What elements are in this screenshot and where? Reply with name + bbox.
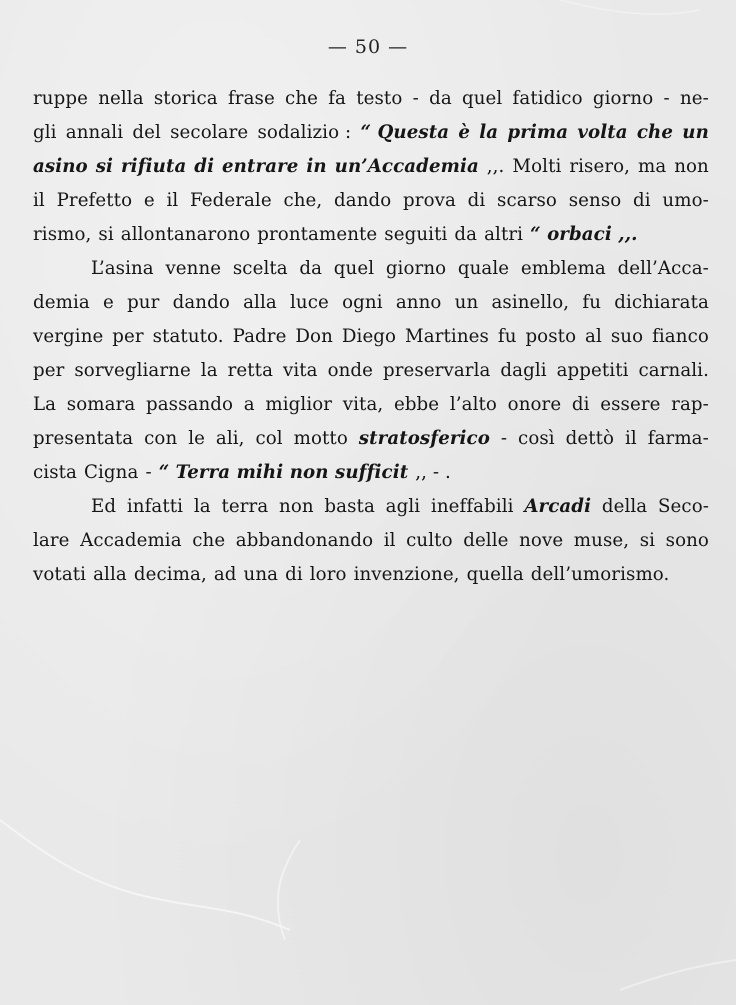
word: non bbox=[674, 156, 709, 177]
word: dettò bbox=[565, 428, 615, 449]
word: frase bbox=[227, 88, 275, 109]
word: suo bbox=[610, 326, 644, 347]
word: fa bbox=[328, 88, 346, 109]
text-line bbox=[33, 388, 709, 422]
word: Don bbox=[295, 326, 333, 347]
word: quella bbox=[466, 564, 524, 585]
italic-word: asino bbox=[33, 156, 88, 177]
word: onore bbox=[507, 394, 562, 415]
word: emblema bbox=[520, 258, 606, 279]
word: della bbox=[601, 496, 648, 517]
word: che bbox=[285, 88, 318, 109]
word: demia bbox=[33, 292, 90, 313]
text-line bbox=[33, 354, 709, 388]
word: Ed bbox=[91, 496, 117, 517]
word: fatidico bbox=[512, 88, 583, 109]
word: la bbox=[200, 360, 218, 381]
word: le bbox=[188, 428, 205, 449]
word: - bbox=[412, 88, 419, 109]
word: che, bbox=[283, 190, 323, 211]
italic-word: Arcadi bbox=[524, 496, 592, 517]
word: abbandonando bbox=[235, 530, 374, 551]
word: agli bbox=[385, 496, 421, 517]
word: fu bbox=[582, 292, 602, 313]
italic-word: “ Questa bbox=[360, 122, 450, 143]
text-line bbox=[33, 558, 709, 592]
word: per bbox=[33, 360, 65, 381]
word: venne bbox=[165, 258, 222, 279]
word: giorno bbox=[592, 88, 654, 109]
word: il bbox=[383, 530, 396, 551]
italic-word: si bbox=[95, 156, 114, 177]
italic-word: un bbox=[682, 122, 709, 143]
italic-word: in bbox=[306, 156, 327, 177]
italic-word: “ Terra mihi non sufficit bbox=[158, 462, 409, 483]
text-line bbox=[33, 490, 709, 524]
word: loro bbox=[309, 564, 347, 585]
italic-word: rifiuta bbox=[121, 156, 187, 177]
word: delle bbox=[463, 530, 509, 551]
word: - bbox=[145, 462, 152, 483]
word: che bbox=[192, 530, 226, 551]
italic-word: la bbox=[479, 122, 499, 143]
text-line bbox=[33, 184, 709, 218]
italic-word: che bbox=[636, 122, 674, 143]
text-line bbox=[33, 218, 709, 252]
word: posto bbox=[525, 326, 577, 347]
word: preservarla bbox=[382, 360, 491, 381]
word: luce bbox=[290, 292, 329, 313]
word: statuto. bbox=[152, 326, 224, 347]
word: votati bbox=[33, 564, 87, 585]
word: si bbox=[639, 530, 656, 551]
word: scarso bbox=[497, 190, 557, 211]
word: essere bbox=[600, 394, 661, 415]
word: umo- bbox=[662, 190, 709, 211]
word: infatti bbox=[126, 496, 184, 517]
italic-word: volta bbox=[577, 122, 628, 143]
word: carnali. bbox=[638, 360, 709, 381]
word: non bbox=[279, 496, 314, 517]
word: muse, bbox=[573, 530, 630, 551]
word: somara bbox=[66, 394, 136, 415]
word: Federale bbox=[190, 190, 272, 211]
text-line bbox=[33, 456, 709, 490]
word: risero, bbox=[569, 156, 631, 177]
word: Diego bbox=[341, 326, 397, 347]
word: L’asina bbox=[91, 258, 154, 279]
word: motto bbox=[293, 428, 348, 449]
word: testo bbox=[356, 88, 403, 109]
word: ma bbox=[637, 156, 667, 177]
word: il bbox=[625, 428, 637, 449]
word: cista bbox=[33, 462, 77, 483]
word: da bbox=[429, 88, 452, 109]
word: da bbox=[454, 224, 478, 245]
word: ne- bbox=[679, 88, 709, 109]
word: con bbox=[144, 428, 178, 449]
word: di bbox=[633, 190, 651, 211]
word: altri bbox=[484, 224, 524, 245]
word: sodalizio : bbox=[257, 122, 352, 143]
word: fu bbox=[497, 326, 517, 347]
word: asinello, bbox=[491, 292, 570, 313]
text-line bbox=[33, 150, 709, 184]
word: secolare bbox=[170, 122, 249, 143]
word: e bbox=[103, 292, 114, 313]
word: Seco- bbox=[657, 496, 709, 517]
word: farma- bbox=[647, 428, 709, 449]
text-line bbox=[33, 422, 709, 456]
word: ,,. bbox=[486, 156, 505, 177]
word: il bbox=[166, 190, 179, 211]
word: La bbox=[33, 394, 57, 415]
word: senso bbox=[568, 190, 622, 211]
word: dando bbox=[334, 190, 392, 211]
word: di bbox=[571, 394, 590, 415]
word: pur bbox=[127, 292, 160, 313]
word: per bbox=[112, 326, 144, 347]
word: il bbox=[33, 190, 45, 211]
word: del bbox=[132, 122, 161, 143]
text-line bbox=[33, 286, 709, 320]
word: quel bbox=[461, 88, 503, 109]
word: vita bbox=[282, 360, 318, 381]
word: alla bbox=[93, 564, 127, 585]
word: retta bbox=[227, 360, 274, 381]
text-line bbox=[33, 252, 709, 286]
word: lare bbox=[33, 530, 70, 551]
word: ogni bbox=[342, 292, 383, 313]
word: vita, bbox=[342, 394, 384, 415]
word: di bbox=[285, 564, 303, 585]
italic-word: un’Accademia bbox=[334, 156, 479, 177]
word: così bbox=[518, 428, 555, 449]
word: prova bbox=[403, 190, 456, 211]
word: una bbox=[243, 564, 279, 585]
word: ruppe bbox=[33, 88, 88, 109]
word: rismo, bbox=[33, 224, 92, 245]
word: sono bbox=[665, 530, 709, 551]
word: anno bbox=[395, 292, 442, 313]
word: ebbe bbox=[393, 394, 440, 415]
word: invenzione, bbox=[353, 564, 460, 585]
word: dagli bbox=[500, 360, 547, 381]
word: appetiti bbox=[556, 360, 629, 381]
word: onde bbox=[327, 360, 374, 381]
word: a bbox=[243, 394, 255, 415]
word: dando bbox=[172, 292, 230, 313]
word: allontanarono bbox=[120, 224, 251, 245]
word: ,, - . bbox=[415, 462, 451, 483]
text-line bbox=[33, 116, 709, 150]
word: un bbox=[454, 292, 479, 313]
word: annali bbox=[65, 122, 124, 143]
word: vergine bbox=[33, 326, 104, 347]
word: terra bbox=[221, 496, 269, 517]
word: di bbox=[467, 190, 486, 211]
word: quale bbox=[457, 258, 510, 279]
word: gli bbox=[33, 122, 57, 143]
word: miglior bbox=[265, 394, 333, 415]
word: e bbox=[143, 190, 155, 211]
word: seguiti bbox=[384, 224, 448, 245]
word: la bbox=[193, 496, 211, 517]
word: storica bbox=[153, 88, 218, 109]
word: nella bbox=[98, 88, 144, 109]
word: - bbox=[500, 428, 508, 449]
word: giorno bbox=[385, 258, 447, 279]
word: col bbox=[255, 428, 283, 449]
word: rap- bbox=[671, 394, 709, 415]
word: Padre bbox=[232, 326, 287, 347]
italic-word: stratosferico bbox=[358, 428, 490, 449]
word: presentata bbox=[33, 428, 134, 449]
word: passando bbox=[145, 394, 234, 415]
italic-word: è bbox=[458, 122, 471, 143]
word: culto bbox=[406, 530, 453, 551]
word: si bbox=[98, 224, 114, 245]
word: ad bbox=[213, 564, 237, 585]
italic-word: entrare bbox=[222, 156, 299, 177]
word: da bbox=[299, 258, 323, 279]
italic-word: di bbox=[194, 156, 215, 177]
word: dell’Acca- bbox=[617, 258, 709, 279]
page-number: — 50 — bbox=[327, 36, 409, 58]
word: dell’umorismo. bbox=[530, 564, 670, 585]
word: ali, bbox=[215, 428, 245, 449]
word: Molti bbox=[512, 156, 562, 177]
word: - bbox=[663, 88, 670, 109]
word: Accademia bbox=[80, 530, 182, 551]
italic-word: prima bbox=[507, 122, 569, 143]
word: al bbox=[585, 326, 602, 347]
text-line bbox=[33, 82, 709, 116]
body-text bbox=[33, 82, 709, 592]
italic-word: “ orbaci ,,. bbox=[530, 224, 638, 245]
word: dichiarata bbox=[614, 292, 709, 313]
word: scelta bbox=[232, 258, 288, 279]
word: alla bbox=[243, 292, 277, 313]
word: Martines bbox=[405, 326, 489, 347]
word: basta bbox=[324, 496, 375, 517]
word: nove bbox=[519, 530, 564, 551]
word: quel bbox=[333, 258, 375, 279]
word: l’alto bbox=[449, 394, 497, 415]
word: decima, bbox=[133, 564, 207, 585]
text-line bbox=[33, 524, 709, 558]
word: sorvegliarne bbox=[74, 360, 191, 381]
word: Prefetto bbox=[56, 190, 133, 211]
word: fianco bbox=[652, 326, 709, 347]
word: ineffabili bbox=[430, 496, 514, 517]
text-line bbox=[33, 320, 709, 354]
word: prontamente bbox=[257, 224, 378, 245]
word: Cigna bbox=[84, 462, 139, 483]
